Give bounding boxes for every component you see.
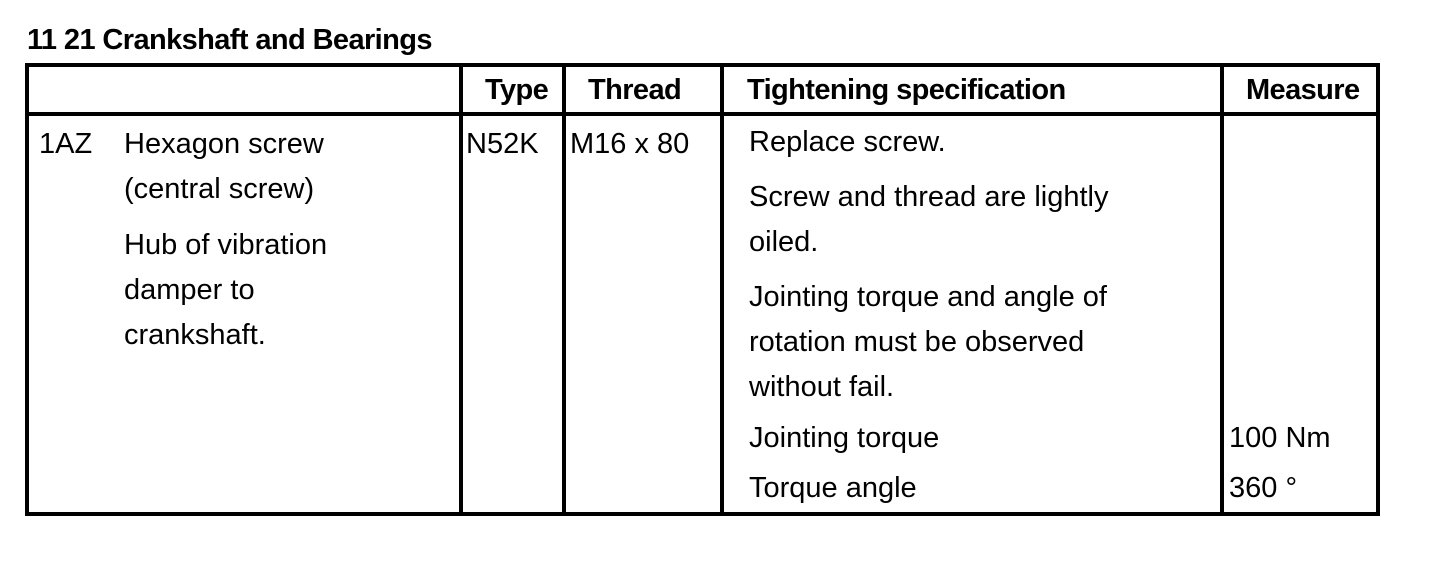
spec-torque-angle-label: Torque angle [749,472,917,504]
spec-line: Screw and thread are lightly [749,181,1109,213]
spec-line: Jointing torque and angle of [749,281,1107,313]
column-divider-type [459,63,463,516]
spec-line: oiled. [749,226,819,258]
spec-line: Replace screw. [749,126,946,158]
header-tightening-specification: Tightening specification [747,74,1066,106]
header-type: Type [485,74,549,106]
row-thread: M16 x 80 [570,128,690,160]
description-line: Hexagon screw [124,128,324,160]
column-divider-measure [1220,63,1224,516]
spec-line: without fail. [749,371,895,403]
spec-line: rotation must be observed [749,326,1085,358]
row-specification [749,120,1108,410]
description-line: (central screw) [124,173,315,205]
column-divider-thread [562,63,566,516]
header-divider [25,112,1380,116]
column-divider-spec [720,63,724,516]
description-line: Hub of vibration [124,229,328,261]
row-code: 1AZ [39,128,93,160]
spec-jointing-torque-label: Jointing torque [749,422,940,454]
page-title: 11 21 Crankshaft and Bearings [27,24,432,56]
row-type: N52K [466,128,539,160]
description-line: damper to [124,274,255,306]
measure-torque-angle: 360 ° [1229,472,1298,504]
header-thread: Thread [588,74,682,106]
measure-jointing-torque: 100 Nm [1229,422,1331,454]
header-measure: Measure [1246,74,1360,106]
description-line: crankshaft. [124,319,266,351]
row-description [124,122,327,358]
